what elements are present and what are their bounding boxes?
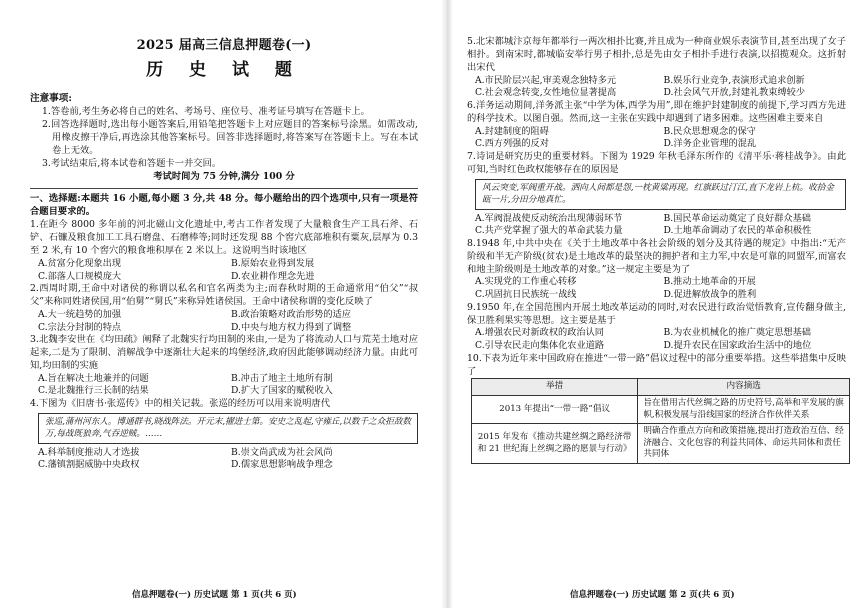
option: D.土地革命调动了农民的革命积极性 <box>663 225 812 237</box>
table-cell: 明确合作重点方向和政策措施,提出打造政治互信、经济融合、文化包容的利益共同体、命运共同体和责任共同体 <box>638 424 850 464</box>
option: D.洋务企业管理的混乱 <box>663 138 757 150</box>
option: A.实现党的工作重心转移 <box>475 276 577 288</box>
exam-title: 2025 届高三信息押题卷(一) <box>136 38 312 53</box>
option: A.旨在解决土地兼并的问题 <box>38 372 149 384</box>
option: C.是北魏推行三长制的结果 <box>38 385 149 397</box>
page-footer: 信息押题卷(一) 历史试题 第 2 页(共 6 页) <box>570 590 735 600</box>
option: B.原始农业得到发展 <box>231 257 315 269</box>
option: C.藩镇割据威胁中央政权 <box>38 459 140 471</box>
page-fold <box>441 0 453 608</box>
question-6-stem: 6.洋务运动期间,洋务派主张“中学为体,西学为用”,即在维护封建制度的前提下,学习西方先进的科学技术。以图自强。然而,这一主张在实践中却遇到了诸多困难。这些困难主要来自 <box>467 99 846 124</box>
note-item: 3.考试结束后,将本试卷和答题卡一并交回。 <box>42 157 222 169</box>
question-5-options <box>467 75 846 100</box>
option: B.娱乐行业竞争,表演形式追求创新 <box>663 74 805 86</box>
question-4-options <box>30 447 418 472</box>
question-8-options <box>467 276 846 301</box>
option: D.农业耕作理念先进 <box>231 270 315 282</box>
table-row <box>472 396 850 424</box>
question-8-stem: 8.1948 年,中共中央在《关于土地改革中各社会阶级的划分及其待遇的规定》中指出:“无产阶级和半无产阶级(贫农)是土地改革的最坚决的拥护者和主力军,中农是可靠的同盟军,而富农和地主阶级则是土地改革的对象。”这一规定主要是为了 <box>467 237 846 275</box>
option: C.西方列强的反对 <box>475 138 549 150</box>
note-item: 1.答卷前,考生务必将自己的姓名、考场号、座位号、准考证号填写在答题卡上。 <box>42 106 370 117</box>
notes-heading: 注意事项: <box>30 93 72 104</box>
option: D.促进解放战争的胜利 <box>663 289 757 301</box>
table-cell: 2013 年提出“一带一路”倡议 <box>472 396 638 424</box>
table-header-row <box>472 379 850 396</box>
question-1-stem: 1.在距今 8000 多年前的河北磁山文化遗址中,考古工作者发现了大量粮食生产工具石斧、石铲、石镰及粮食加工工具石磨盘、石磨棒等;同时还发现 88 个窖穴底部堆积有粟灰,层厚为 0.3 至 2 米,有 10 个窖穴的粮食堆积厚在 2 米以上。这说明当时该地区 <box>30 219 418 257</box>
question-9-stem: 9.1950 年,在全国范围内开展土地改革运动的同时,对农民进行政治觉悟教育,宣传翻身做主,保卫胜利果实等思想。这主要是基于 <box>467 301 846 326</box>
option: B.为农业机械化的推广奠定思想基础 <box>663 327 811 339</box>
option: B.民众思想观念的保守 <box>663 125 756 137</box>
option: C.引导农民走向集体化农业道路 <box>475 340 605 352</box>
question-7-quote: 风云突变,军阀重开战。洒向人间都是怨,一枕黄粱再现。红旗跃过汀江,直下龙岩上杭。收拾金瓯一片,分田分地真忙。 <box>475 179 846 210</box>
option: B.推动土地革命的开展 <box>663 276 756 288</box>
question-7-options <box>467 213 846 238</box>
option: C.部落人口规模庞大 <box>38 270 122 282</box>
option: A.封建制度的阻碍 <box>475 125 549 137</box>
question-4-stem: 4.下图为《旧唐书·张巡传》中的相关记载。张巡的经历可以用来说明唐代 <box>30 398 331 410</box>
option: C.巩固抗日民族统一战线 <box>475 289 577 301</box>
option: B.政治策略对政治形势的适应 <box>231 308 351 320</box>
divider <box>30 188 418 189</box>
question-2-stem: 2.西周时期,王命中对诸侯的称谓以私名和官名两类为主;而春秋时期的王命通常用“伯父”“叔父”来称同姓诸侯国,用“伯舅”“舅氏”来称异姓诸侯国。王命中诸侯称谓的变化反映了 <box>30 283 418 308</box>
question-3-options <box>30 373 418 398</box>
option: A.贫富分化现象出现 <box>38 257 122 269</box>
question-2-options <box>30 309 418 334</box>
table-row <box>472 424 850 464</box>
option: A.市民阶层兴起,审美观念独特多元 <box>475 74 617 86</box>
option: B.冲击了地主土地所有制 <box>231 372 333 384</box>
note-item: 2.回答选择题时,选出每小题答案后,用铅笔把答题卡上对应题目的答案标号涂黑。如需改动,用橡皮擦干净后,再选涂其他答案标号。回答非选择题时,将答案写在答题卡上。写在本试卷上无效。 <box>42 118 418 156</box>
option: B.崇文尚武成为社会风尚 <box>231 446 333 458</box>
option: C.社会观念转变,女性地位显著提高 <box>475 87 617 99</box>
option: C.共产党掌握了强大的革命武装力量 <box>475 225 623 237</box>
table-header: 举措 <box>472 379 638 396</box>
question-7-stem: 7.诗词是研究历史的重要材料。下图为 1929 年秋毛泽东所作的《清平乐·蒋桂战争》。由此可知,当时红色政权能够存在的原因是 <box>467 150 846 175</box>
question-5-stem: 5.北宋都城汴京每年都举行一两次相扑比赛,并且成为一种商业娱乐表演节目,甚至出现了女子相扑。到南宋时,都城临安举行男子相扑,总是先由女子相扑手进行表演,以招揽观众。这折射出宋代 <box>467 36 846 73</box>
option: A.大一统趋势的加强 <box>38 308 122 320</box>
section-heading: 一、选择题:本题共 16 小题,每小题 3 分,共 48 分。每小题给出的四个选项中,只有一项是符合题目要求的。 <box>30 193 418 218</box>
option: A.军阀混战使反动统治出现薄弱环节 <box>475 212 623 224</box>
option: D.提升农民在国家政治生活中的地位 <box>663 340 812 352</box>
question-10-stem: 10.下表为近年来中国政府在推进“一带一路”倡议过程中的部分重要举措。这些举措集中反映了 <box>467 352 846 377</box>
page-2 <box>455 0 860 608</box>
subject-title: 历 史 试 题 <box>146 60 302 80</box>
question-10-table <box>471 378 850 464</box>
option: D.儒家思想影响战争理念 <box>231 459 333 471</box>
question-6-options <box>467 126 846 151</box>
option: D.扩大了国家的赋税收入 <box>231 385 333 397</box>
option: D.社会风气开放,封建礼教束缚较少 <box>663 87 806 99</box>
question-3-stem: 3.北魏李安世在《均田疏》阐释了北魏实行均田制的来由,一是为了将流动人口与荒芜土地对应起来,二是为了限制、消解战争中逐渐壮大起来的坞堡经济,政府因此能够调动经济力量。由此可知,均田制的实施 <box>30 334 418 371</box>
option: D.中央与地方权力得到了调整 <box>231 321 352 333</box>
table-cell: 2015 年发布《推动共建丝绸之路经济带和 21 世纪海上丝绸之路的愿景与行动》 <box>472 424 638 464</box>
question-4-quote: 张巡,蒲州河东人。博通群书,晓战阵法。开元末,擢进士第。安史之乱起,守雍丘,以数千之众拒敌数万,每战既狼奔,气吞逆贼。…… <box>38 413 418 444</box>
option: A.增强农民对新政权的政治认同 <box>475 327 604 339</box>
option: C.宗法分封制的特点 <box>38 321 122 333</box>
option: A.科举制度推动人才选拔 <box>38 446 140 458</box>
page-footer: 信息押题卷(一) 历史试题 第 1 页(共 6 页) <box>132 590 297 600</box>
question-1-options <box>30 258 418 283</box>
option: B.国民革命运动奠定了良好群众基础 <box>663 212 811 224</box>
time-score: 考试时间为 75 分钟,满分 100 分 <box>153 170 295 182</box>
table-cell: 旨在借用古代丝绸之路的历史符号,高举和平发展的旗帜,积极发展与沿线国家的经济合作伙伴关系 <box>638 396 850 424</box>
question-9-options <box>467 327 846 352</box>
table-header: 内容摘选 <box>638 379 850 396</box>
